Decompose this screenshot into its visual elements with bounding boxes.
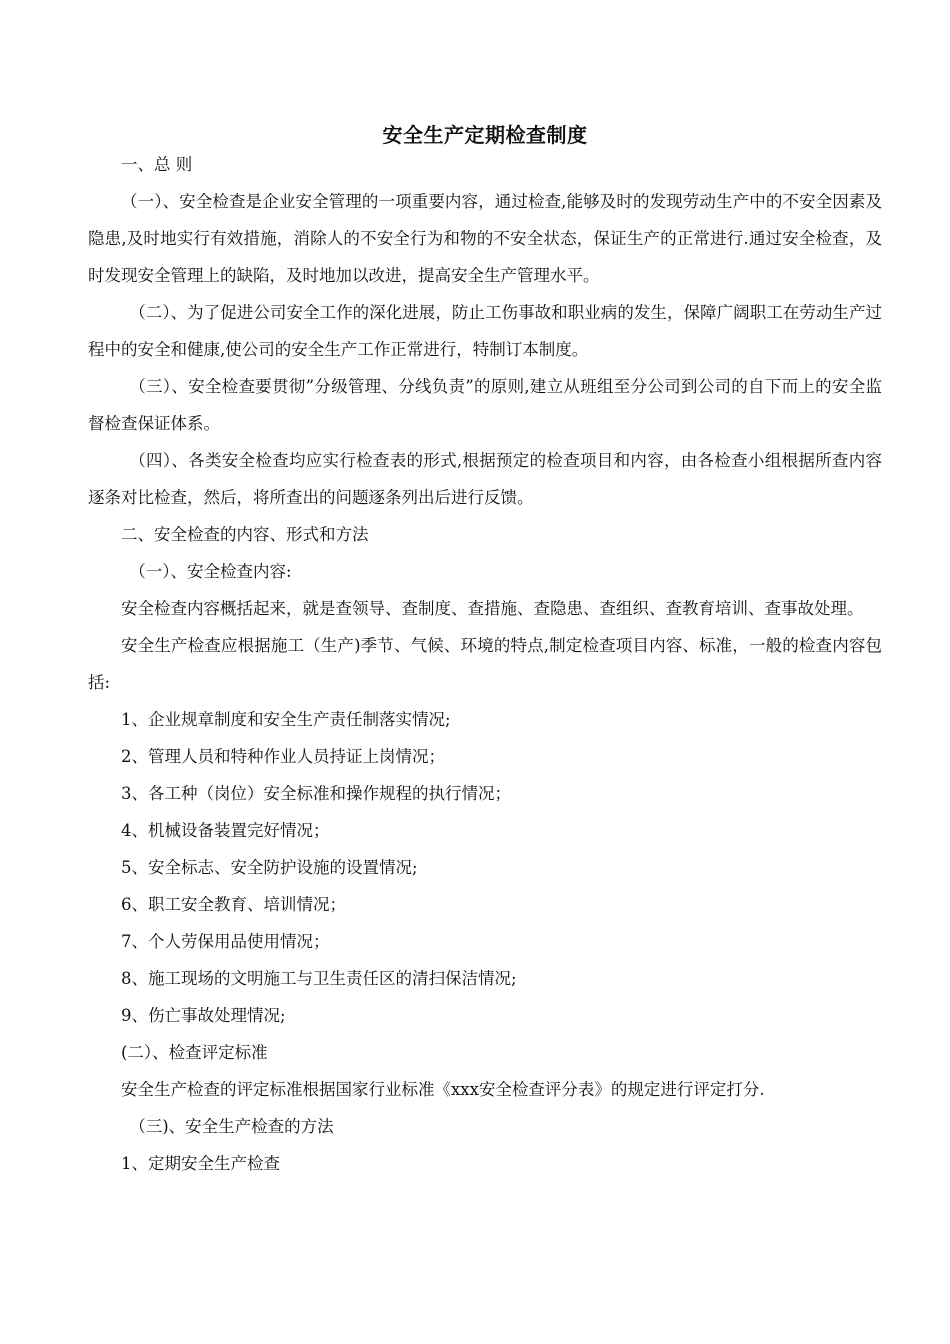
list-item: 2、管理人员和特种作业人员持证上岗情况； (121, 747, 445, 766)
list-item: 9、伤亡事故处理情况; (121, 1006, 286, 1025)
paragraph-content-items-intro: 安全生产检查应根据施工（生产)季节、气候、环境的特点,制定检查项目内容、标准，一般的检查内容包括: (88, 636, 882, 692)
list-item: 7、个人劳保用品使用情况； (121, 932, 330, 951)
list-item: 6、职工安全教育、培训情况； (121, 895, 346, 914)
document-title: 安全生产定期检查制度 (382, 123, 588, 147)
list-item: 5、安全标志、安全防护设施的设置情况; (121, 858, 418, 877)
paragraph-2: （二）、为了促进公司安全工作的深化进展，防止工伤事故和职业病的发生，保障广阔职工在劳动生产过程中的安全和健康,使公司的安全生产工作正常进行，特制订本制度。 (88, 303, 882, 359)
list-item: 4、机械设备装置完好情况； (121, 821, 330, 840)
list-item: 1、企业规章制度和安全生产责任制落实情况; (121, 710, 451, 729)
paragraph-4: （四）、各类安全检查均应实行检查表的形式,根据预定的检查项目和内容，由各检查小组根据所查内容逐条对比检查，然后，将所查出的问题逐条列出后进行反馈。 (88, 451, 882, 507)
paragraph-content-summary: 安全检查内容概括起来，就是查领导、查制度、查措施、查隐患、查组织、查教育培训、查事故处理。 (121, 599, 864, 618)
list-item: 3、各工种（岗位）安全标准和操作规程的执行情况； (121, 784, 511, 803)
subheading-content: （一）、安全检查内容: (129, 562, 292, 581)
document-page (88, 118, 882, 1182)
section-heading-general: 一、总 则 (121, 155, 193, 174)
paragraph-1: （一）、安全检查是企业安全管理的一项重要内容，通过检查,能够及时的发现劳动生产中的不安全因素及隐患,及时地实行有效措施，消除人的不安全行为和物的不安全状态，保证生产的正常进行.通过安全检查，及时发现安全管理上的缺陷，及时地加以改进，提高安全生产管理水平。 (88, 192, 882, 285)
paragraph-3: （三）、安全检查要贯彻”分级管理、分线负责”的原则,建立从班组至分公司到公司的自下而上的安全监督检查保证体系。 (88, 377, 882, 433)
list-item: 1、定期安全生产检查 (121, 1154, 280, 1173)
subheading-evaluation: (二）、检查评定标准 (121, 1043, 268, 1062)
list-item: 8、施工现场的文明施工与卫生责任区的清扫保洁情况; (121, 969, 517, 988)
paragraph-evaluation: 安全生产检查的评定标准根据国家行业标准《xxx安全检查评分表》的规定进行评定打分. (121, 1080, 765, 1099)
subheading-methods: （三)、安全生产检查的方法 (129, 1117, 334, 1136)
section-heading-content: 二、安全检查的内容、形式和方法 (121, 525, 369, 544)
